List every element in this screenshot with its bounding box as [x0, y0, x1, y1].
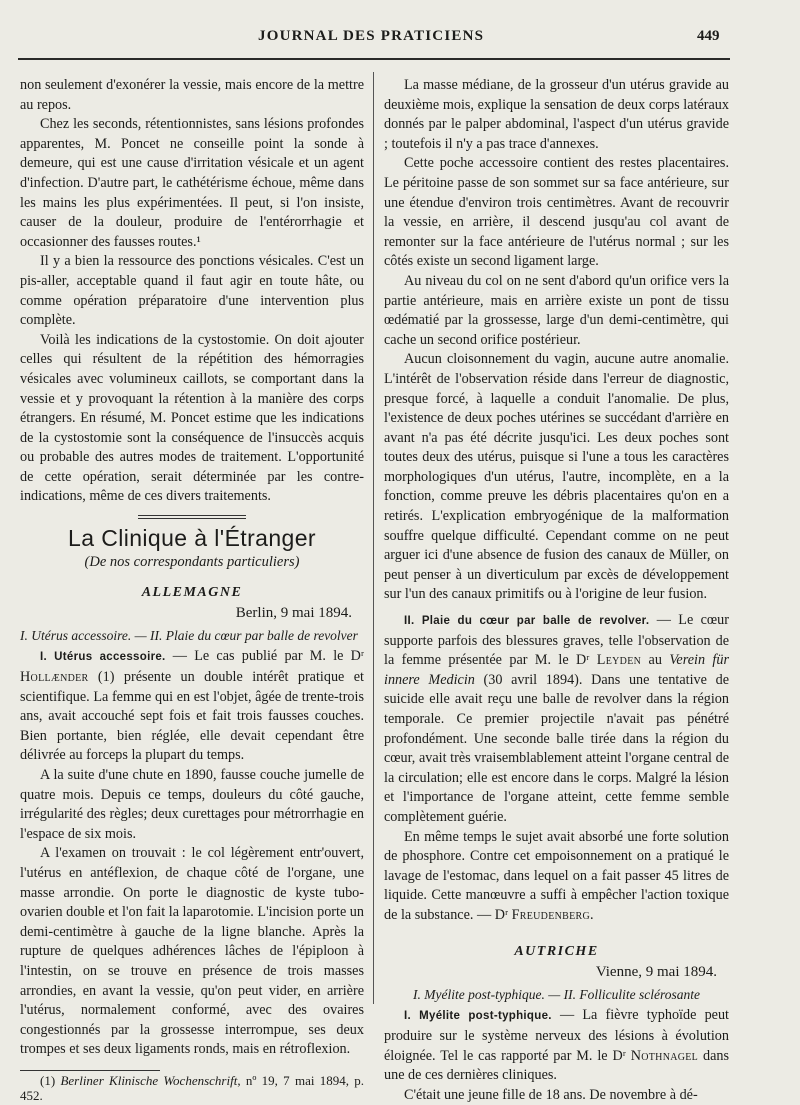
- text-run: au: [641, 652, 670, 669]
- page-number: 449: [697, 28, 720, 44]
- country-heading: AUTRICHE: [514, 943, 599, 959]
- footnote-ref: , nº 19, 7 mai 1894, p. 452.: [20, 1072, 364, 1103]
- paragraph: [384, 611, 729, 828]
- paragraph: C'était une jeune fille de 18 ans. De novembre à dé-: [404, 1086, 698, 1103]
- paragraph: La masse médiane, de la grosseur d'un utérus gravide au deuxième mois, explique la sensation de deux corps latéraux donnés par le palper abdominal, l'aspect d'un utérus gravide ; toutefois il n'y a pas trace d'annexes.: [384, 77, 729, 152]
- paragraph: Il y a bien la ressource des ponctions vésicales. C'est un pis-aller, acceptable quand il faut agir en toute hâte, ou comme opération préparatoire d'une intervention plus complète.: [20, 253, 364, 329]
- running-title: JOURNAL DES PRATICIENS: [258, 28, 485, 44]
- section-title: La Clinique à l'Étranger: [68, 525, 316, 552]
- text-run: — Le cœur supporte parfois des blessures graves, telle l'observation de la femme présentée par M. le Dʳ: [384, 612, 729, 669]
- spacer: [384, 926, 729, 936]
- author-name: Hollænder: [20, 669, 89, 686]
- footnote-rule: [20, 1070, 160, 1071]
- case-lead: II. Plaie du cœur par balle de revolver.: [404, 615, 650, 628]
- right-column: [384, 76, 729, 1105]
- topics-line: I. Myélite post-typhique. — II. Folliculite sclérosante: [412, 986, 701, 1002]
- author-name: Nothnagel: [630, 1047, 699, 1064]
- country-heading: ALLEMAGNE: [141, 584, 243, 600]
- text-run: (1) présente un double intérêt pratique et scientifique. La femme qui en est l'objet, âgée de trente-trois ans, avait accouché sept fois et fait trois fausses couches. Bien portante, bien réglée, elle devait cependant être délivrée au forceps la plupart du temps.: [20, 669, 364, 764]
- society-name: Verein für innere Medicin: [384, 652, 729, 688]
- text-run: — La fièvre typhoïde peut produire sur le système nerveux des lésions à évolution éloignée. Tel le cas rapporté par M. le Dʳ: [384, 1007, 729, 1064]
- paragraph: A l'examen on trouvait : le col légèrement entr'ouvert, l'utérus en antéflexion, de chaque côté de l'organe, une masse arrondie. On porte le diagnostic de kyste tubo-ovarien double et l'on fait la laparotomie. L'incision porte un demi-centimètre à gauche de la ligne blanche. Après la rupture de quelques adhérences lâches de l'épiploon à l'intestin, on se trouve en présence de trois masses arrondies, en avant la vessie, qu'on peut vider, en arrière l'utérus, normalement conformé, avec des ovaires congestionnés par la grossesse interrompue, ses deux trompes et ses deux ligaments ronds, mais en rétroflexion.: [20, 845, 364, 1058]
- text-run: .: [590, 906, 594, 923]
- paragraph: A la suite d'une chute en 1890, fausse couche jumelle de quatre mois. Depuis ce temps, douleurs du côté gauche, irrégularité des règles; deux curettages pour métrorrhagie en l'espace de six mois.: [20, 767, 364, 842]
- paragraph: Cette poche accessoire contient des restes placentaires. Le péritoine passe de son sommet sur sa face antérieure, sur une étendue d'environ trois centimètres. Avant de recouvrir la vessie, en arrière, il descend jusqu'au col avant de remonter sur la face antérieure de l'utérus normal ; sur les côtés existe un second ligament large.: [384, 155, 729, 270]
- paragraph: non seulement d'exonérer la vessie, mais encore de la mettre au repos.: [20, 77, 364, 113]
- paragraph: [20, 647, 364, 766]
- case-lead: I. Utérus accessoire.: [40, 651, 166, 664]
- footnote-journal: Berliner Klinische Wochenschrift: [60, 1072, 238, 1088]
- paragraph: Au niveau du col on ne sent d'abord qu'un orifice vers la partie antérieure, mais en arrière existe un pont de tissu œdématié par la grossesse, large d'un demi-centimètre, qui cache un second orifice postérieur.: [384, 272, 729, 348]
- dateline: Vienne, 9 mai 1894.: [595, 964, 717, 981]
- column-divider: [373, 72, 374, 1004]
- paragraph: Aucun cloisonnement du vagin, aucune autre anomalie. L'intérêt de l'observation réside dans l'erreur de diagnostic, presque forcé, à laquelle a conduit l'anomalie. De plus, l'existence de deux poches utérines se succédant d'arrière en avant n'a pas été décrite jusqu'ici. Les deux poches sont toutes deux des utérus, puisque si l'une a tous les caractères morphologiques d'un utérus, l'autre, incomplète, en a la fonction, comme preuve les débris placentaires qu'on en a retirés. L'explication embryogénique de la malformation souffre quelque difficulté. Cependant comme on ne peut arguer ici d'une absence de fusion des canaux de Müller, on peut penser à un diverticulum par excès de développement sur l'un des canaux primitifs ou à l'origine de leur fusion.: [384, 351, 729, 603]
- dateline: Berlin, 9 mai 1894.: [235, 605, 352, 622]
- text-run: — Le cas publié par M. le Dʳ: [165, 648, 364, 665]
- paragraph: Voilà les indications de la cystostomie. On doit ajouter celles qui résultent de la répétition des hémorragies vésicales avec volumineux caillots, se comportant dans la vessie et y provoquant la rétention à la manière des corps étrangers. En résumé, M. Poncet estime que les indications de la cystostomie sont la conséquence de l'insuccès acquis ou probable des autres modes de traitement. L'opportunité de cette opération, serait déterminée par les contre-indications, même de ces divers traitements.: [20, 331, 364, 505]
- page-header: [0, 28, 800, 52]
- left-column: [20, 76, 364, 1103]
- author-name: Freudenberg: [511, 906, 591, 923]
- paragraph: Chez les seconds, rétentionnistes, sans lésions profondes apparentes, M. Poncet ne conseille point la sonde à demeure, qui est une cause d'irritation vésicale et un agent d'infection. D'autre part, le cathétérisme échoue, même dans les mains les plus expérimentées. Il peut, si l'on insiste, causer de la douleur, produire de l'entérorrhagie et occasionner des fausses routes.¹: [20, 116, 364, 250]
- topics-line: I. Utérus accessoire. — II. Plaie du cœur par balle de revolver: [20, 627, 358, 643]
- paragraph: [384, 828, 729, 926]
- text-run: dans une de ces dernières cliniques.: [384, 1047, 729, 1084]
- text-run: En même temps le sujet avait absorbé une forte solution de phosphore. Contre cet empoisonnement on a pratiqué le lavage de l'estomac, dans lequel on a fait passer 45 litres de liquide. Cette manœuvre a suffi à empêcher l'action toxique de la substance. — Dʳ: [384, 828, 729, 923]
- paragraph: [384, 1006, 729, 1085]
- author-name: Leyden: [596, 652, 642, 669]
- footnote-number: (1): [40, 1072, 61, 1088]
- case-lead: I. Myélite post-typhique.: [404, 1010, 552, 1023]
- section-separator: [138, 515, 246, 519]
- footnote: [20, 1073, 364, 1103]
- text-run: (30 avril 1894). Dans une tentative de suicide elle avait reçu une balle de revolver dans la région temporale. Ce premier projectile n'avait pas pénétré profondément. Une seconde balle tirée dans la région du cœur, avait très vraisemblablement atteint l'organe central de la circulation; elle est encore dans le corps. Malgré la lésion et l'importance de l'organe atteint, cette femme semble complètement guérie.: [384, 671, 730, 825]
- section-subtitle: (De nos correspondants particuliers): [84, 554, 300, 571]
- header-rule: [18, 58, 730, 60]
